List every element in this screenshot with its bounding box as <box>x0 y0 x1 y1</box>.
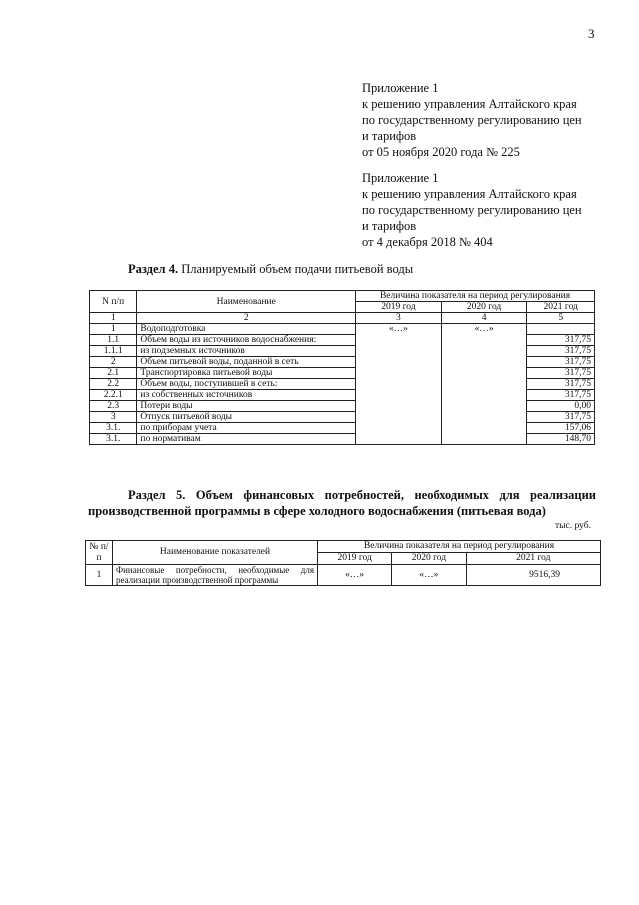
appendix-line: по государственному регулированию цен <box>362 203 582 217</box>
row-name: Водоподготовка <box>137 324 356 335</box>
row-num: 2.3 <box>90 401 137 412</box>
row-name: Потери воды <box>137 401 356 412</box>
col-number: 1 <box>90 313 137 324</box>
appendix-line: и тарифов <box>362 219 417 233</box>
row-value-2021: 317,75 <box>527 335 595 346</box>
section5-label: Раздел 5. <box>128 488 186 502</box>
row-name: Финансовые потребности, необходимые для реализации производственной программы <box>113 565 318 586</box>
section5-heading-line1: Объем финансовых потребностей, необходимых для реализации <box>195 488 596 502</box>
appendix-line: к решению управления Алтайского края <box>362 97 577 111</box>
row-value-2021: 317,75 <box>527 390 595 401</box>
row-num: 3 <box>90 412 137 423</box>
col-number: 2 <box>137 313 356 324</box>
row-name: по нормативам <box>137 434 356 445</box>
row-value-2021: 317,75 <box>527 368 595 379</box>
header-num: N п/п <box>90 291 137 313</box>
row-num: 3.1. <box>90 423 137 434</box>
header-2020: 2020 год <box>441 302 527 313</box>
row-value-2021: 0,00 <box>527 401 595 412</box>
row-name: Объем питьевой воды, поданной в сеть <box>137 357 356 368</box>
row-num: 1.1 <box>90 335 137 346</box>
appendix-line: от 4 декабря 2018 № 404 <box>362 235 493 249</box>
row-value-2021: 317,75 <box>527 346 595 357</box>
appendix-line: по государственному регулированию цен <box>362 113 582 127</box>
header-2019: 2019 год <box>318 553 392 565</box>
financial-needs-table <box>85 540 601 586</box>
col-number: 3 <box>356 313 442 324</box>
appendix-previous <box>362 170 582 250</box>
row-num: 2.2 <box>90 379 137 390</box>
row-value-2019: «…» <box>356 324 442 445</box>
row-name: Транспортировка питьевой воды <box>137 368 356 379</box>
section5-title <box>88 487 596 519</box>
appendix-current <box>362 80 582 160</box>
header-num: № п/п <box>86 541 113 565</box>
row-value-2021: 9516,39 <box>466 565 601 586</box>
header-2021: 2021 год <box>527 302 595 313</box>
col-number: 5 <box>527 313 595 324</box>
appendix-line: и тарифов <box>362 129 417 143</box>
header-2019: 2019 год <box>356 302 442 313</box>
row-value-2021: 317,75 <box>527 379 595 390</box>
row-name: Объем воды из источников водоснабжения: <box>137 335 356 346</box>
row-name: из собственных источников <box>137 390 356 401</box>
header-period: Величина показателя на период регулирования <box>356 291 595 302</box>
appendix-line: к решению управления Алтайского края <box>362 187 577 201</box>
row-num: 2.1 <box>90 368 137 379</box>
row-num: 2.2.1 <box>90 390 137 401</box>
section5-heading-line2: производственной программы в сфере холодного водоснабжения (питьевая вода) <box>88 504 546 518</box>
row-value-2021: 157,06 <box>527 423 595 434</box>
header-name: Наименование <box>137 291 356 313</box>
header-name: Наименование показателей <box>113 541 318 565</box>
col-number: 4 <box>441 313 527 324</box>
header-2020: 2020 год <box>392 553 466 565</box>
row-value-2019: «…» <box>318 565 392 586</box>
appendix-line: Приложение 1 <box>362 81 439 95</box>
row-value-2020: «…» <box>441 324 527 445</box>
page-number: 3 <box>588 26 595 41</box>
row-name: Отпуск питьевой воды <box>137 412 356 423</box>
row-num: 3.1. <box>90 434 137 445</box>
row-num: 1.1.1 <box>90 346 137 357</box>
section4-title <box>128 262 413 277</box>
row-name: по приборам учета <box>137 423 356 434</box>
appendix-line: Приложение 1 <box>362 171 439 185</box>
water-volume-rows <box>90 324 595 445</box>
row-name: из подземных источников <box>137 346 356 357</box>
row-num: 1 <box>90 324 137 335</box>
section4-heading: Планируемый объем подачи питьевой воды <box>181 262 414 276</box>
row-num: 1 <box>86 565 113 586</box>
row-name: Объем воды, поступившей в сеть: <box>137 379 356 390</box>
section4-label: Раздел 4. <box>128 262 179 276</box>
row-value-2021: 317,75 <box>527 357 595 368</box>
row-value-2021: 317,75 <box>527 412 595 423</box>
row-num: 2 <box>90 357 137 368</box>
table-row <box>90 324 595 335</box>
row-value-2021: 148,70 <box>527 434 595 445</box>
table-row <box>86 565 601 586</box>
header-2021: 2021 год <box>466 553 601 565</box>
units-label: тыс. руб. <box>555 521 591 531</box>
water-volume-table <box>89 290 595 445</box>
appendix-line: от 05 ноября 2020 года № 225 <box>362 145 520 159</box>
row-value-2020: «…» <box>392 565 466 586</box>
header-period: Величина показателя на период регулирования <box>318 541 601 553</box>
row-value-2021 <box>527 324 595 335</box>
